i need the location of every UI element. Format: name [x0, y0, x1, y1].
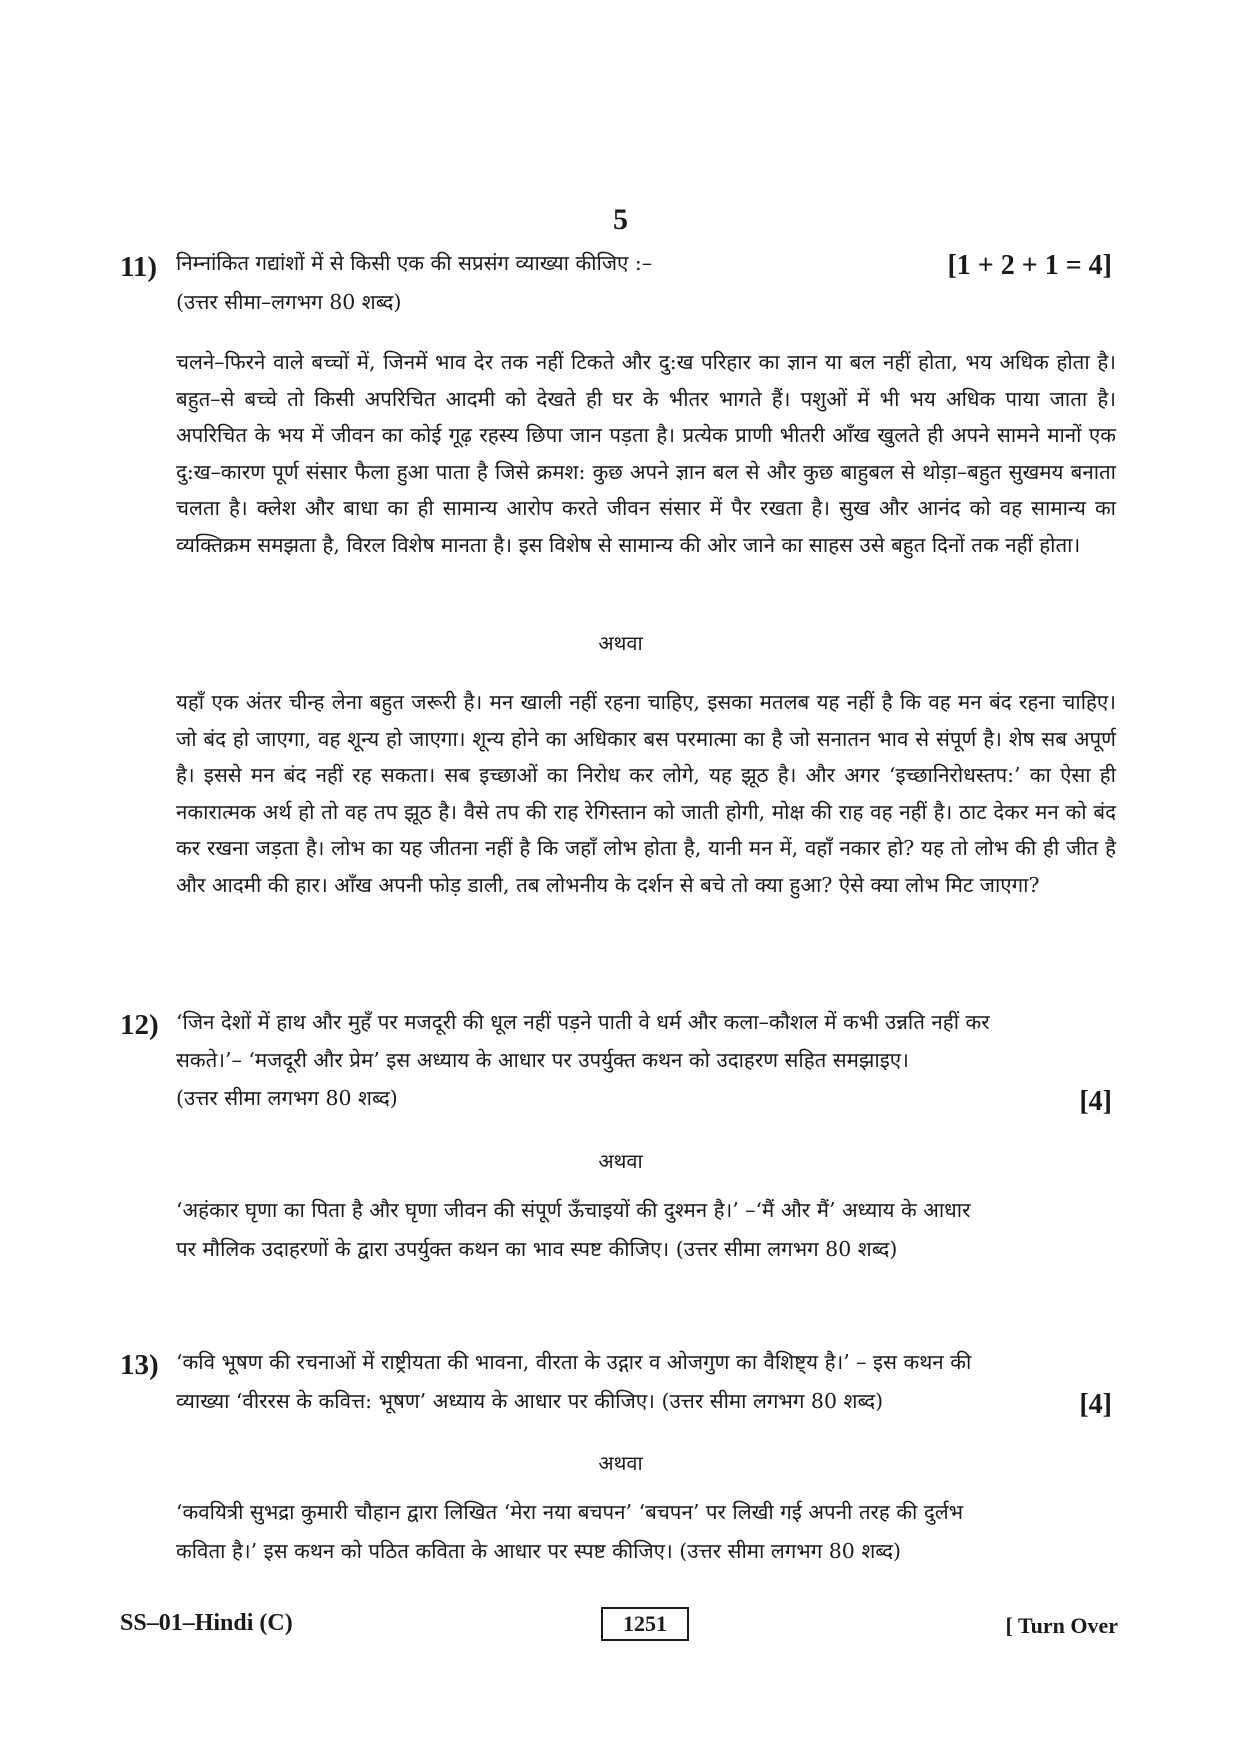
- question-12-number: 12): [120, 1009, 159, 1041]
- question-13-line-2: व्याख्या ‘वीररस के कवित्त: भूषण’ अध्याय के आधार पर कीजिए। (उत्तर सीमा लगभग 80 शब्द): [176, 1389, 884, 1413]
- question-11-word-limit: (उत्तर सीमा–लगभग 80 शब्द): [176, 290, 402, 314]
- question-12-marks: [4]: [1079, 1086, 1112, 1117]
- question-12-alt-line-1: ‘अहंकार घृणा का पिता है और घृणा जीवन की संपूर्ण ऊँचाइयों की दुश्मन है।’ –‘मैं और मैं’ अध्याय के आधार: [176, 1198, 971, 1222]
- question-12-alt-line-2: पर मौलिक उदाहरणों के द्वारा उपर्युक्त कथन का भाव स्पष्ट कीजिए। (उत्तर सीमा लगभग 80 शब्द): [176, 1237, 898, 1261]
- question-11-passage-1: चलने–फिरने वाले बच्चों में, जिनमें भाव देर तक नहीं टिकते और दु:ख परिहार का ज्ञान या बल नहीं होता, भय अधिक होता है। बहुत–से बच्चे तो किसी अपरिचित आदमी को देखते ही घर के भीतर भागते हैं। पशुओं में भी भय अधिक पाया जाता है। अपरिचित के भय में जीवन का कोई गूढ़ रहस्य छिपा जान पड़ता है। प्रत्येक प्राणी भीतरी आँख खुलते ही अपने सामने मानों एक दु:ख–कारण पूर्ण संसार फैला हुआ पाता है जिसे क्रमश: कुछ अपने ज्ञान बल से और कुछ बाहुबल से थोड़ा–बहुत सुखमय बनाता चलता है। क्लेश और बाधा का ही सामान्य आरोप करते जीवन संसार में पैर रखता है। सुख और आनंद को वह सामान्य का व्यक्तिक्रम समझता है, विरल विशेष मानता है। इस विशेष से सामान्य की ओर जाने का साहस उसे बहुत दिनों तक नहीं होता।: [176, 350, 1116, 557]
- question-11-or: अथवा: [598, 631, 643, 655]
- question-12-line-2: सकते।’– ‘मजदूरी और प्रेम’ इस अध्याय के आधार पर उपर्युक्त कथन को उदाहरण सहित समझाइए।: [176, 1048, 909, 1072]
- paper-code: SS–01–Hindi (C): [120, 1610, 293, 1636]
- question-13-alt-line-2: कविता है।’ इस कथन को पठित कविता के आधार पर स्पष्ट कीजिए। (उत्तर सीमा लगभग 80 शब्द): [176, 1539, 902, 1563]
- question-11-prompt: निम्नांकित गद्यांशों में से किसी एक की सप्रसंग व्याख्या कीजिए :–: [176, 251, 653, 275]
- turn-over-label: [ Turn Over: [1005, 1613, 1118, 1638]
- question-12-line-1: ‘जिन देशों में हाथ और मुहँ पर मजदूरी की धूल नहीं पड़ने पाती वे धर्म और कला–कौशल में कभी उन्नति नहीं कर: [176, 1010, 990, 1034]
- question-11-marks: [1 + 2 + 1 = 4]: [947, 250, 1112, 281]
- question-13-marks: [4]: [1079, 1389, 1112, 1420]
- question-13-number: 13): [120, 1349, 159, 1381]
- question-12-or: अथवा: [598, 1149, 643, 1173]
- question-13-alt-line-1: ‘कवयित्री सुभद्रा कुमारी चौहान द्वारा लिखित ‘मेरा नया बचपन’ ‘बचपन’ पर लिखी गई अपनी तरह की दुर्लभ: [176, 1500, 964, 1524]
- question-13-or: अथवा: [598, 1451, 643, 1475]
- question-12-word-limit: (उत्तर सीमा लगभग 80 शब्द): [176, 1086, 398, 1110]
- question-13-line-1: ‘कवि भूषण की रचनाओं में राष्ट्रीयता की भावना, वीरता के उद्गार व ओजगुण का वैशिष्ट्य है।’ – इस कथन की: [176, 1350, 972, 1374]
- question-11-number: 11): [120, 251, 158, 283]
- page-code-box: 1251: [601, 1607, 689, 1641]
- question-11-passage-2: यहाँ एक अंतर चीन्ह लेना बहुत जरूरी है। मन खाली नहीं रहना चाहिए, इसका मतलब यह नहीं है कि वह मन बंद रहना चाहिए। जो बंद हो जाएगा, वह शून्य हो जाएगा। शून्य होने का अधिकार बस परमात्मा का है जो सनातन भाव से संपूर्ण है। शेष सब अपूर्ण है। इससे मन बंद नहीं रह सकता। सब इच्छाओं का निरोध कर लोगे, यह झूठ है। और अगर ‘इच्छानिरोधस्तप:’ का ऐसा ही नकारात्मक अर्थ हो तो वह तप झूठ है। वैसे तप की राह रेगिस्तान को जाती होगी, मोक्ष की राह वह नहीं है। ठाट देकर मन को बंद कर रखना जड़ता है। लोभ का यह जीतना नहीं है कि जहाँ लोभ होता है, यानी मन में, वहाँ नकार हो? यह तो लोभ की ही जीत है और आदमी की हार। आँख अपनी फोड़ डाली, तब लोभनीय के दर्शन से बचे तो क्या हुआ? ऐसे क्या लोभ मिट जाएगा?: [176, 690, 1116, 897]
- page-number: 5: [613, 203, 628, 236]
